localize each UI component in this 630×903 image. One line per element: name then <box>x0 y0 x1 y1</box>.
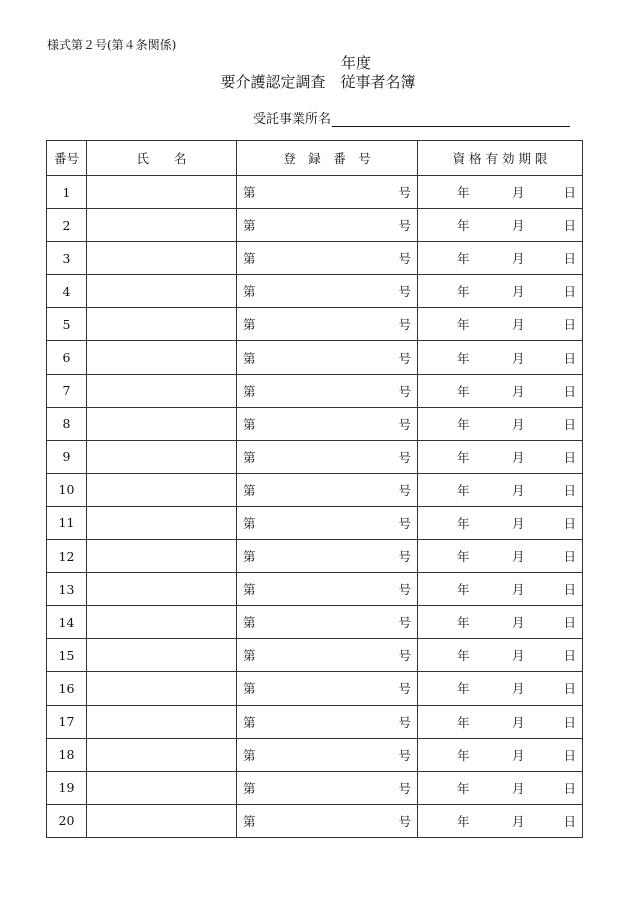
name-cell[interactable] <box>87 308 237 341</box>
name-cell[interactable] <box>87 804 237 837</box>
year-label: 年 <box>457 251 470 267</box>
name-cell[interactable] <box>87 672 237 705</box>
registration-cell[interactable] <box>237 506 418 539</box>
reg-suffix: 号 <box>398 185 411 201</box>
name-cell[interactable] <box>87 573 237 606</box>
table-row <box>47 606 583 639</box>
row-number: 4 <box>47 275 87 308</box>
expiry-cell[interactable] <box>418 639 583 672</box>
year-label: 年 <box>457 482 470 498</box>
reg-suffix: 号 <box>398 284 411 300</box>
expiry-cell[interactable] <box>418 738 583 771</box>
row-number: 11 <box>47 506 87 539</box>
year-label: 年 <box>457 615 470 631</box>
row-number: 3 <box>47 242 87 275</box>
registration-cell[interactable] <box>237 242 418 275</box>
year-label: 年 <box>457 747 470 763</box>
month-label: 月 <box>512 582 525 598</box>
registration-cell[interactable] <box>237 606 418 639</box>
expiry-cell[interactable] <box>418 672 583 705</box>
reg-suffix: 号 <box>398 582 411 598</box>
day-label: 日 <box>563 284 576 300</box>
reg-prefix: 第 <box>243 582 256 598</box>
name-cell[interactable] <box>87 540 237 573</box>
reg-suffix: 号 <box>398 416 411 432</box>
reg-suffix: 号 <box>398 515 411 531</box>
registration-cell[interactable] <box>237 473 418 506</box>
expiry-cell[interactable] <box>418 705 583 738</box>
name-cell[interactable] <box>87 407 237 440</box>
row-number: 13 <box>47 573 87 606</box>
day-label: 日 <box>563 317 576 333</box>
table-row <box>47 242 583 275</box>
expiry-cell[interactable] <box>418 209 583 242</box>
day-label: 日 <box>563 648 576 664</box>
table-row <box>47 407 583 440</box>
year-label: 年 <box>457 813 470 829</box>
month-label: 月 <box>512 681 525 697</box>
name-cell[interactable] <box>87 705 237 738</box>
day-label: 日 <box>563 582 576 598</box>
registration-cell[interactable] <box>237 308 418 341</box>
year-label: 年 <box>457 780 470 796</box>
fiscal-year-label: 年度 <box>340 54 371 72</box>
header-number: 番号 <box>47 141 87 176</box>
table-row <box>47 639 583 672</box>
reg-prefix: 第 <box>243 251 256 267</box>
month-label: 月 <box>512 515 525 531</box>
day-label: 日 <box>563 747 576 763</box>
year-label: 年 <box>457 383 470 399</box>
row-number: 7 <box>47 374 87 407</box>
name-cell[interactable] <box>87 242 237 275</box>
name-cell[interactable] <box>87 606 237 639</box>
year-label: 年 <box>457 681 470 697</box>
registration-cell[interactable] <box>237 705 418 738</box>
reg-suffix: 号 <box>398 780 411 796</box>
registration-cell[interactable] <box>237 738 418 771</box>
registration-cell[interactable] <box>237 804 418 837</box>
month-label: 月 <box>512 747 525 763</box>
year-label: 年 <box>457 515 470 531</box>
month-label: 月 <box>512 780 525 796</box>
reg-suffix: 号 <box>398 813 411 829</box>
month-label: 月 <box>512 284 525 300</box>
page-title: 要介護認定調査 従事者名簿 <box>220 73 416 91</box>
day-label: 日 <box>563 714 576 730</box>
reg-prefix: 第 <box>243 780 256 796</box>
year-label: 年 <box>457 648 470 664</box>
year-label: 年 <box>457 549 470 565</box>
expiry-cell[interactable] <box>418 176 583 209</box>
table-row <box>47 308 583 341</box>
year-label: 年 <box>457 218 470 234</box>
table-row <box>47 440 583 473</box>
day-label: 日 <box>563 416 576 432</box>
reg-prefix: 第 <box>243 615 256 631</box>
row-number: 17 <box>47 705 87 738</box>
table-row <box>47 176 583 209</box>
contractor-name-line[interactable] <box>332 112 570 127</box>
expiry-cell[interactable] <box>418 308 583 341</box>
expiry-cell[interactable] <box>418 771 583 804</box>
registration-cell[interactable] <box>237 341 418 374</box>
expiry-cell[interactable] <box>418 341 583 374</box>
reg-prefix: 第 <box>243 482 256 498</box>
table-row <box>47 672 583 705</box>
reg-suffix: 号 <box>398 747 411 763</box>
registration-cell[interactable] <box>237 176 418 209</box>
table-row <box>47 540 583 573</box>
table-row <box>47 275 583 308</box>
month-label: 月 <box>512 350 525 366</box>
day-label: 日 <box>563 449 576 465</box>
reg-prefix: 第 <box>243 185 256 201</box>
month-label: 月 <box>512 648 525 664</box>
year-label: 年 <box>457 350 470 366</box>
registration-cell[interactable] <box>237 374 418 407</box>
month-label: 月 <box>512 383 525 399</box>
month-label: 月 <box>512 615 525 631</box>
name-cell[interactable] <box>87 440 237 473</box>
row-number: 20 <box>47 804 87 837</box>
reg-prefix: 第 <box>243 747 256 763</box>
month-label: 月 <box>512 482 525 498</box>
expiry-cell[interactable] <box>418 540 583 573</box>
day-label: 日 <box>563 549 576 565</box>
day-label: 日 <box>563 780 576 796</box>
row-number: 18 <box>47 738 87 771</box>
name-cell[interactable] <box>87 374 237 407</box>
row-number: 14 <box>47 606 87 639</box>
row-number: 5 <box>47 308 87 341</box>
year-label: 年 <box>457 582 470 598</box>
registration-cell[interactable] <box>237 275 418 308</box>
reg-suffix: 号 <box>398 251 411 267</box>
row-number: 12 <box>47 540 87 573</box>
registration-cell[interactable] <box>237 573 418 606</box>
expiry-cell[interactable] <box>418 804 583 837</box>
table-row <box>47 374 583 407</box>
month-label: 月 <box>512 449 525 465</box>
reg-prefix: 第 <box>243 218 256 234</box>
reg-prefix: 第 <box>243 416 256 432</box>
table-row <box>47 705 583 738</box>
day-label: 日 <box>563 681 576 697</box>
reg-suffix: 号 <box>398 317 411 333</box>
day-label: 日 <box>563 482 576 498</box>
expiry-cell[interactable] <box>418 440 583 473</box>
name-cell[interactable] <box>87 738 237 771</box>
year-label: 年 <box>457 185 470 201</box>
day-label: 日 <box>563 813 576 829</box>
reg-suffix: 号 <box>398 714 411 730</box>
name-cell[interactable] <box>87 209 237 242</box>
registration-cell[interactable] <box>237 440 418 473</box>
registration-cell[interactable] <box>237 540 418 573</box>
reg-prefix: 第 <box>243 317 256 333</box>
registration-cell[interactable] <box>237 209 418 242</box>
expiry-cell[interactable] <box>418 374 583 407</box>
reg-suffix: 号 <box>398 615 411 631</box>
row-number: 16 <box>47 672 87 705</box>
expiry-cell[interactable] <box>418 407 583 440</box>
name-cell[interactable] <box>87 176 237 209</box>
reg-suffix: 号 <box>398 449 411 465</box>
reg-prefix: 第 <box>243 813 256 829</box>
header-registration-number: 登 録 番 号 <box>237 141 418 176</box>
reg-prefix: 第 <box>243 549 256 565</box>
contractor-label: 受託事業所名 <box>253 112 332 127</box>
reg-prefix: 第 <box>243 383 256 399</box>
row-number: 2 <box>47 209 87 242</box>
row-number: 1 <box>47 176 87 209</box>
table-row <box>47 573 583 606</box>
day-label: 日 <box>563 383 576 399</box>
table-row <box>47 771 583 804</box>
reg-suffix: 号 <box>398 350 411 366</box>
row-number: 10 <box>47 473 87 506</box>
year-label: 年 <box>457 284 470 300</box>
reg-suffix: 号 <box>398 482 411 498</box>
registration-cell[interactable] <box>237 407 418 440</box>
reg-prefix: 第 <box>243 284 256 300</box>
registration-cell[interactable] <box>237 672 418 705</box>
name-cell[interactable] <box>87 341 237 374</box>
reg-prefix: 第 <box>243 681 256 697</box>
reg-suffix: 号 <box>398 681 411 697</box>
reg-prefix: 第 <box>243 648 256 664</box>
month-label: 月 <box>512 251 525 267</box>
reg-prefix: 第 <box>243 714 256 730</box>
row-number: 19 <box>47 771 87 804</box>
reg-suffix: 号 <box>398 218 411 234</box>
name-cell[interactable] <box>87 639 237 672</box>
staff-roster-table <box>46 140 583 838</box>
name-cell[interactable] <box>87 771 237 804</box>
day-label: 日 <box>563 185 576 201</box>
table-header-row <box>47 141 583 176</box>
expiry-cell[interactable] <box>418 573 583 606</box>
reg-suffix: 号 <box>398 549 411 565</box>
reg-prefix: 第 <box>243 350 256 366</box>
registration-cell[interactable] <box>237 639 418 672</box>
month-label: 月 <box>512 549 525 565</box>
form-number: 様式第２号(第４条関係) <box>47 38 177 52</box>
name-cell[interactable] <box>87 473 237 506</box>
month-label: 月 <box>512 317 525 333</box>
month-label: 月 <box>512 813 525 829</box>
row-number: 15 <box>47 639 87 672</box>
row-number: 6 <box>47 341 87 374</box>
table-row <box>47 506 583 539</box>
table-row <box>47 473 583 506</box>
header-name: 氏 名 <box>87 141 237 176</box>
day-label: 日 <box>563 251 576 267</box>
month-label: 月 <box>512 185 525 201</box>
expiry-cell[interactable] <box>418 473 583 506</box>
expiry-cell[interactable] <box>418 275 583 308</box>
table-row <box>47 804 583 837</box>
reg-prefix: 第 <box>243 449 256 465</box>
table-row <box>47 738 583 771</box>
day-label: 日 <box>563 218 576 234</box>
name-cell[interactable] <box>87 275 237 308</box>
day-label: 日 <box>563 615 576 631</box>
year-label: 年 <box>457 416 470 432</box>
day-label: 日 <box>563 515 576 531</box>
table-row <box>47 341 583 374</box>
month-label: 月 <box>512 714 525 730</box>
year-label: 年 <box>457 317 470 333</box>
registration-cell[interactable] <box>237 771 418 804</box>
row-number: 8 <box>47 407 87 440</box>
contractor-field <box>253 108 570 127</box>
month-label: 月 <box>512 218 525 234</box>
year-label: 年 <box>457 449 470 465</box>
reg-suffix: 号 <box>398 383 411 399</box>
header-qualification-expiry: 資 格 有 効 期 限 <box>418 141 583 176</box>
name-cell[interactable] <box>87 506 237 539</box>
month-label: 月 <box>512 416 525 432</box>
day-label: 日 <box>563 350 576 366</box>
reg-prefix: 第 <box>243 515 256 531</box>
table-row <box>47 209 583 242</box>
year-label: 年 <box>457 714 470 730</box>
row-number: 9 <box>47 440 87 473</box>
reg-suffix: 号 <box>398 648 411 664</box>
expiry-cell[interactable] <box>418 242 583 275</box>
expiry-cell[interactable] <box>418 606 583 639</box>
expiry-cell[interactable] <box>418 506 583 539</box>
